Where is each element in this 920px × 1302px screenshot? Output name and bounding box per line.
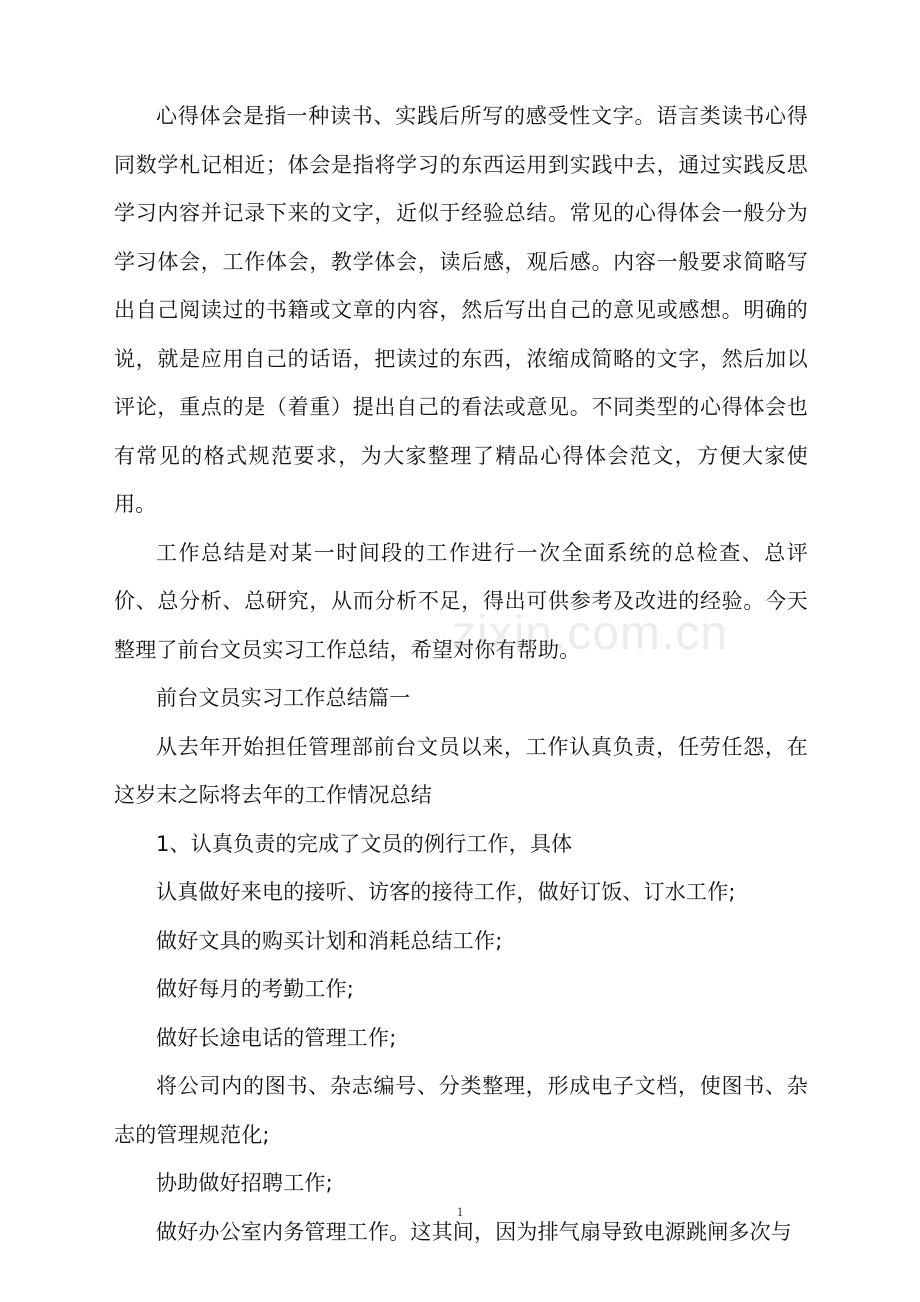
list-item-heading: 1、认真负责的完成了文员的例行工作，具体 <box>156 831 573 856</box>
document-body <box>114 92 808 1256</box>
list-item: 做好每月的考勤工作; <box>156 977 355 1001</box>
paragraph-opening: 从去年开始担任管理部前台文员以来，工作认真负责，任劳任怨，在这岁末之际将去年的工作情况总结 <box>114 734 808 807</box>
page-number: 1 <box>456 1204 464 1219</box>
paragraph-intro: 心得体会是指一种读书、实践后所写的感受性文字。语言类读书心得同数学札记相近；体会是指将学习的东西运用到实践中去，通过实践反思学习内容并记录下来的文字，近似于经验总结。常见的心得体会一般分为学习体会，工作体会，教学体会，读后感，观后感。内容一般要求简略写出自己阅读过的书籍或文章的内容，然后写出自己的意见或感想。明确的说，就是应用自己的话语，把读过的东西，浓缩成简略的文字，然后加以评论，重点的是（着重）提出自己的看法或意见。不同类型的心得体会也有常见的格式规范要求，为大家整理了精品心得体会范文，方便大家使用。 <box>114 104 808 516</box>
section-heading: 前台文员实习工作总结篇一 <box>156 686 411 710</box>
list-item: 认真做好来电的接听、访客的接待工作，做好订饭、订水工作; <box>156 880 736 904</box>
list-item: 做好长途电话的管理工作; <box>156 1025 397 1050</box>
watermark: zixin.com.cn <box>452 607 729 660</box>
paragraph-summary-definition: 工作总结是对某一时间段的工作进行一次全面系统的总检查、总评价、总分析、总研究，从而分析不足，得出可供参考及改进的经验。今天整理了前台文员实习工作总结，希望对你有帮助。 <box>114 540 808 662</box>
list-item: 将公司内的图书、杂志编号、分类整理，形成电子文档，使图书、杂志的管理规范化; <box>114 1074 808 1147</box>
list-item: 做好办公室内务管理工作。这其间，因为排气扇导致电源跳闸多次与 <box>156 1219 792 1244</box>
list-item: 做好文具的购买计划和消耗总结工作; <box>156 928 503 953</box>
list-item: 协助做好招聘工作; <box>156 1171 333 1195</box>
